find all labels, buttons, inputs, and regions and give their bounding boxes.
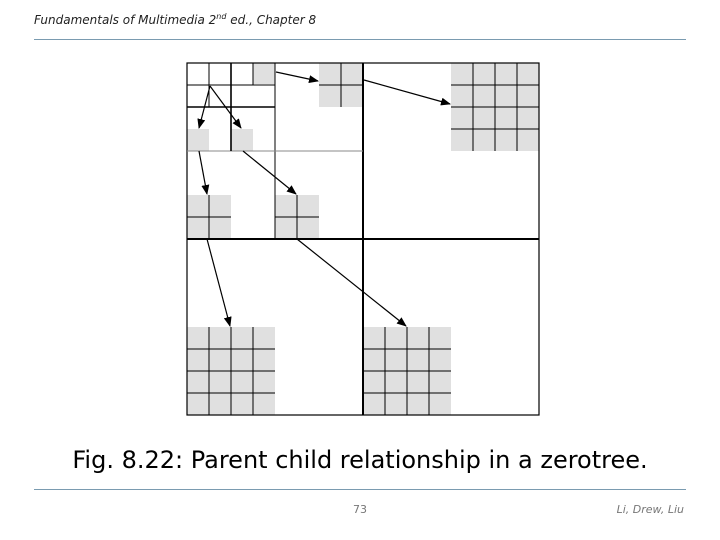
parent-child-arrows (199, 72, 450, 326)
arrow-top-to-lh2 (276, 72, 318, 81)
caption-prefix: Fig. 8.22: (72, 446, 184, 474)
footer-rule (34, 489, 686, 490)
block-level3-hh (231, 129, 253, 151)
figure-caption (0, 446, 720, 474)
arrow-lh2-to-lh1 (364, 80, 450, 104)
footer-authors: Li, Drew, Liu (616, 503, 684, 516)
page-number: 73 (353, 503, 367, 516)
arrow-hl2-to-hl1 (207, 239, 230, 326)
arrow-hh3-to-hh2 (243, 151, 296, 194)
arrow-hl3-to-hl2 (199, 151, 207, 194)
block-level3-parent (253, 63, 275, 84)
block-level3-hl (187, 129, 209, 151)
header-text: Fundamentals of Multimedia 2 (34, 13, 217, 27)
header-superscript: nd (216, 12, 227, 21)
arrow-hh2-to-hh1 (297, 239, 406, 326)
caption-text: Parent child relationship in a zerotree. (183, 446, 648, 474)
header-text-end: ed., Chapter 8 (226, 13, 317, 27)
